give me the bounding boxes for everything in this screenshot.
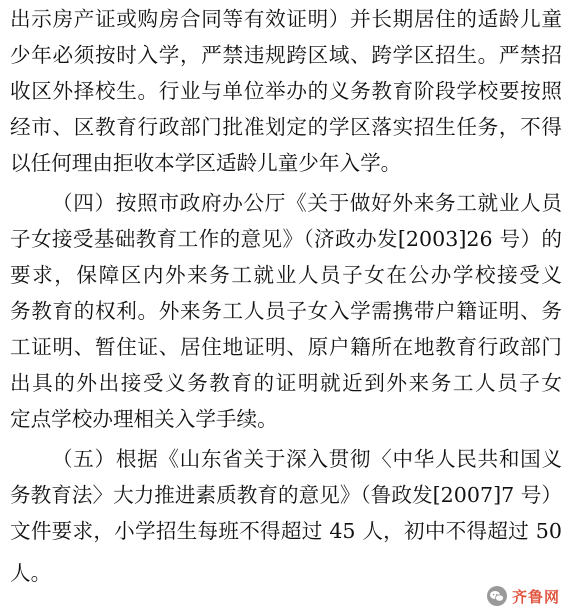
watermark-text: 齐鲁网 [511, 587, 560, 606]
text-line-5: 以任何理由拒收本学区适龄儿童少年入学。 [10, 151, 402, 175]
text-line-6: （四）按照市政府办公厅《关于做好外来务工就业人员 [52, 191, 562, 215]
text-line-9: 务教育的权利。外来务工人员子女入学需携带户籍证明、务 [10, 299, 562, 323]
text-line-2: 少年必须按时入学，严禁违规跨区域、跨学区招生。严禁招 [10, 43, 562, 67]
text-line-12: 定点学校办理相关入学手续。 [10, 407, 278, 431]
wechat-bubble-icon [486, 585, 508, 607]
text-line-3: 收区外择校生。行业与单位举办的义务教育阶段学校要按照 [10, 79, 562, 103]
text-line-1: 出示房产证或购房合同等有效证明）并长期居住的适龄儿童 [10, 7, 562, 31]
text-line-4: 经市、区教育行政部门批准划定的学区落实招生任务，不得 [10, 115, 562, 139]
text-line-11: 出具的外出接受义务教育的证明就近到外来务工人员子女 [10, 371, 562, 395]
text-line-10: 工证明、暂住证、居住地证明、原户籍所在地教育行政部门 [10, 335, 562, 359]
text-line-15: 文件要求，小学招生每班不得超过 45 人，初中不得超过 50 [10, 519, 562, 543]
text-line-14: 务教育法〉大力推进素质教育的意见》（鲁政发[2007]7 号） [10, 483, 562, 507]
text-line-13: （五）根据《山东省关于深入贯彻〈中华人民共和国义 [52, 447, 562, 471]
text-line-7: 子女接受基础教育工作的意见》（济政办发[2003]26 号）的 [10, 227, 562, 251]
watermark [486, 582, 560, 610]
text-line-8: 要求，保障区内外来务工就业人员子女在公办学校接受义 [10, 263, 562, 287]
text-line-16: 人。 [10, 561, 52, 585]
